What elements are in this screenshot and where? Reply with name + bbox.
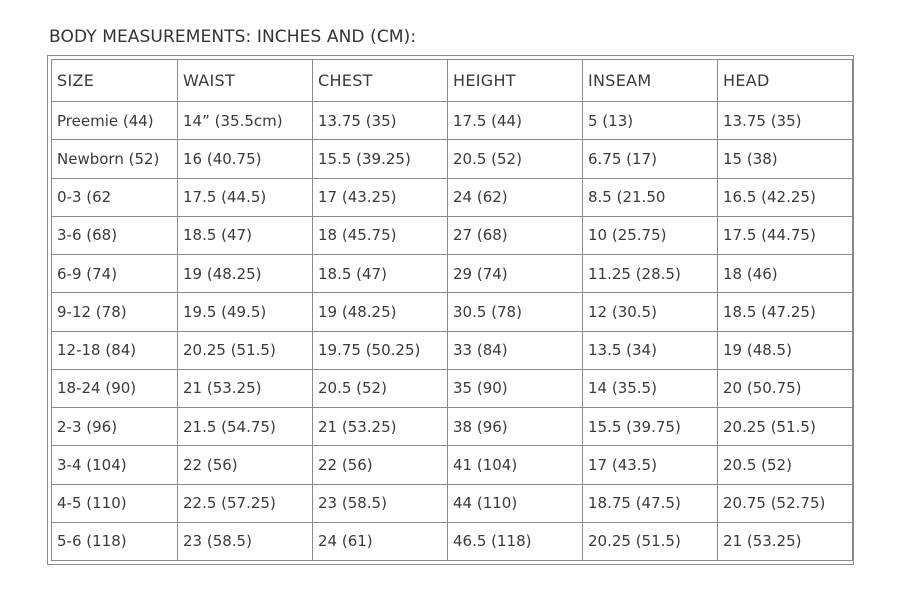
cell-inseam: 12 (30.5) [583,293,718,331]
cell-waist: 16 (40.75) [178,140,313,178]
cell-height: 30.5 (78) [448,293,583,331]
cell-size: 2-3 (96) [52,408,178,446]
cell-inseam: 14 (35.5) [583,369,718,407]
cell-head: 15 (38) [718,140,853,178]
cell-head: 20.5 (52) [718,446,853,484]
table-row [52,484,853,522]
cell-inseam: 5 (13) [583,102,718,140]
cell-waist: 19 (48.25) [178,255,313,293]
cell-head: 20.75 (52.75) [718,484,853,522]
cell-inseam: 15.5 (39.75) [583,408,718,446]
cell-head: 16.5 (42.25) [718,178,853,216]
cell-size: 3-6 (68) [52,216,178,254]
table-body [52,102,853,561]
cell-chest: 13.75 (35) [313,102,448,140]
cell-chest: 15.5 (39.25) [313,140,448,178]
cell-waist: 20.25 (51.5) [178,331,313,369]
cell-inseam: 8.5 (21.50 [583,178,718,216]
cell-height: 46.5 (118) [448,522,583,560]
cell-chest: 17 (43.25) [313,178,448,216]
cell-height: 17.5 (44) [448,102,583,140]
cell-chest: 22 (56) [313,446,448,484]
cell-size: 0-3 (62 [52,178,178,216]
cell-head: 18.5 (47.25) [718,293,853,331]
cell-chest: 19 (48.25) [313,293,448,331]
cell-head: 19 (48.5) [718,331,853,369]
cell-height: 38 (96) [448,408,583,446]
cell-height: 33 (84) [448,331,583,369]
cell-chest: 19.75 (50.25) [313,331,448,369]
table-row [52,255,853,293]
table-row [52,408,853,446]
measurements-table-frame [47,55,854,565]
table-row [52,178,853,216]
cell-height: 24 (62) [448,178,583,216]
column-header-height: HEIGHT [448,60,583,102]
cell-size: 6-9 (74) [52,255,178,293]
column-header-size: SIZE [52,60,178,102]
table-row [52,369,853,407]
cell-waist: 23 (58.5) [178,522,313,560]
cell-chest: 18 (45.75) [313,216,448,254]
cell-chest: 20.5 (52) [313,369,448,407]
column-header-head: HEAD [718,60,853,102]
cell-waist: 21.5 (54.75) [178,408,313,446]
cell-size: 5-6 (118) [52,522,178,560]
measurements-table [51,59,853,561]
column-header-inseam: INSEAM [583,60,718,102]
cell-size: 4-5 (110) [52,484,178,522]
cell-head: 20.25 (51.5) [718,408,853,446]
cell-height: 44 (110) [448,484,583,522]
table-row [52,102,853,140]
cell-inseam: 11.25 (28.5) [583,255,718,293]
cell-waist: 21 (53.25) [178,369,313,407]
cell-waist: 17.5 (44.5) [178,178,313,216]
cell-height: 20.5 (52) [448,140,583,178]
cell-head: 13.75 (35) [718,102,853,140]
cell-waist: 22 (56) [178,446,313,484]
cell-inseam: 20.25 (51.5) [583,522,718,560]
cell-inseam: 17 (43.5) [583,446,718,484]
cell-inseam: 6.75 (17) [583,140,718,178]
cell-inseam: 18.75 (47.5) [583,484,718,522]
cell-waist: 14” (35.5cm) [178,102,313,140]
cell-waist: 19.5 (49.5) [178,293,313,331]
cell-chest: 24 (61) [313,522,448,560]
cell-chest: 23 (58.5) [313,484,448,522]
cell-size: Newborn (52) [52,140,178,178]
cell-head: 18 (46) [718,255,853,293]
table-row [52,216,853,254]
cell-size: 18-24 (90) [52,369,178,407]
cell-inseam: 13.5 (34) [583,331,718,369]
page-title: BODY MEASUREMENTS: INCHES AND (CM): [49,27,417,47]
cell-height: 41 (104) [448,446,583,484]
table-row [52,140,853,178]
cell-size: 9-12 (78) [52,293,178,331]
cell-chest: 18.5 (47) [313,255,448,293]
cell-size: 3-4 (104) [52,446,178,484]
cell-size: 12-18 (84) [52,331,178,369]
table-header-row [52,60,853,102]
column-header-chest: CHEST [313,60,448,102]
cell-head: 21 (53.25) [718,522,853,560]
cell-height: 27 (68) [448,216,583,254]
table-row [52,331,853,369]
cell-head: 20 (50.75) [718,369,853,407]
table-row [52,293,853,331]
cell-chest: 21 (53.25) [313,408,448,446]
cell-inseam: 10 (25.75) [583,216,718,254]
column-header-waist: WAIST [178,60,313,102]
table-row [52,522,853,560]
cell-height: 29 (74) [448,255,583,293]
cell-height: 35 (90) [448,369,583,407]
cell-size: Preemie (44) [52,102,178,140]
cell-waist: 22.5 (57.25) [178,484,313,522]
cell-waist: 18.5 (47) [178,216,313,254]
table-row [52,446,853,484]
cell-head: 17.5 (44.75) [718,216,853,254]
